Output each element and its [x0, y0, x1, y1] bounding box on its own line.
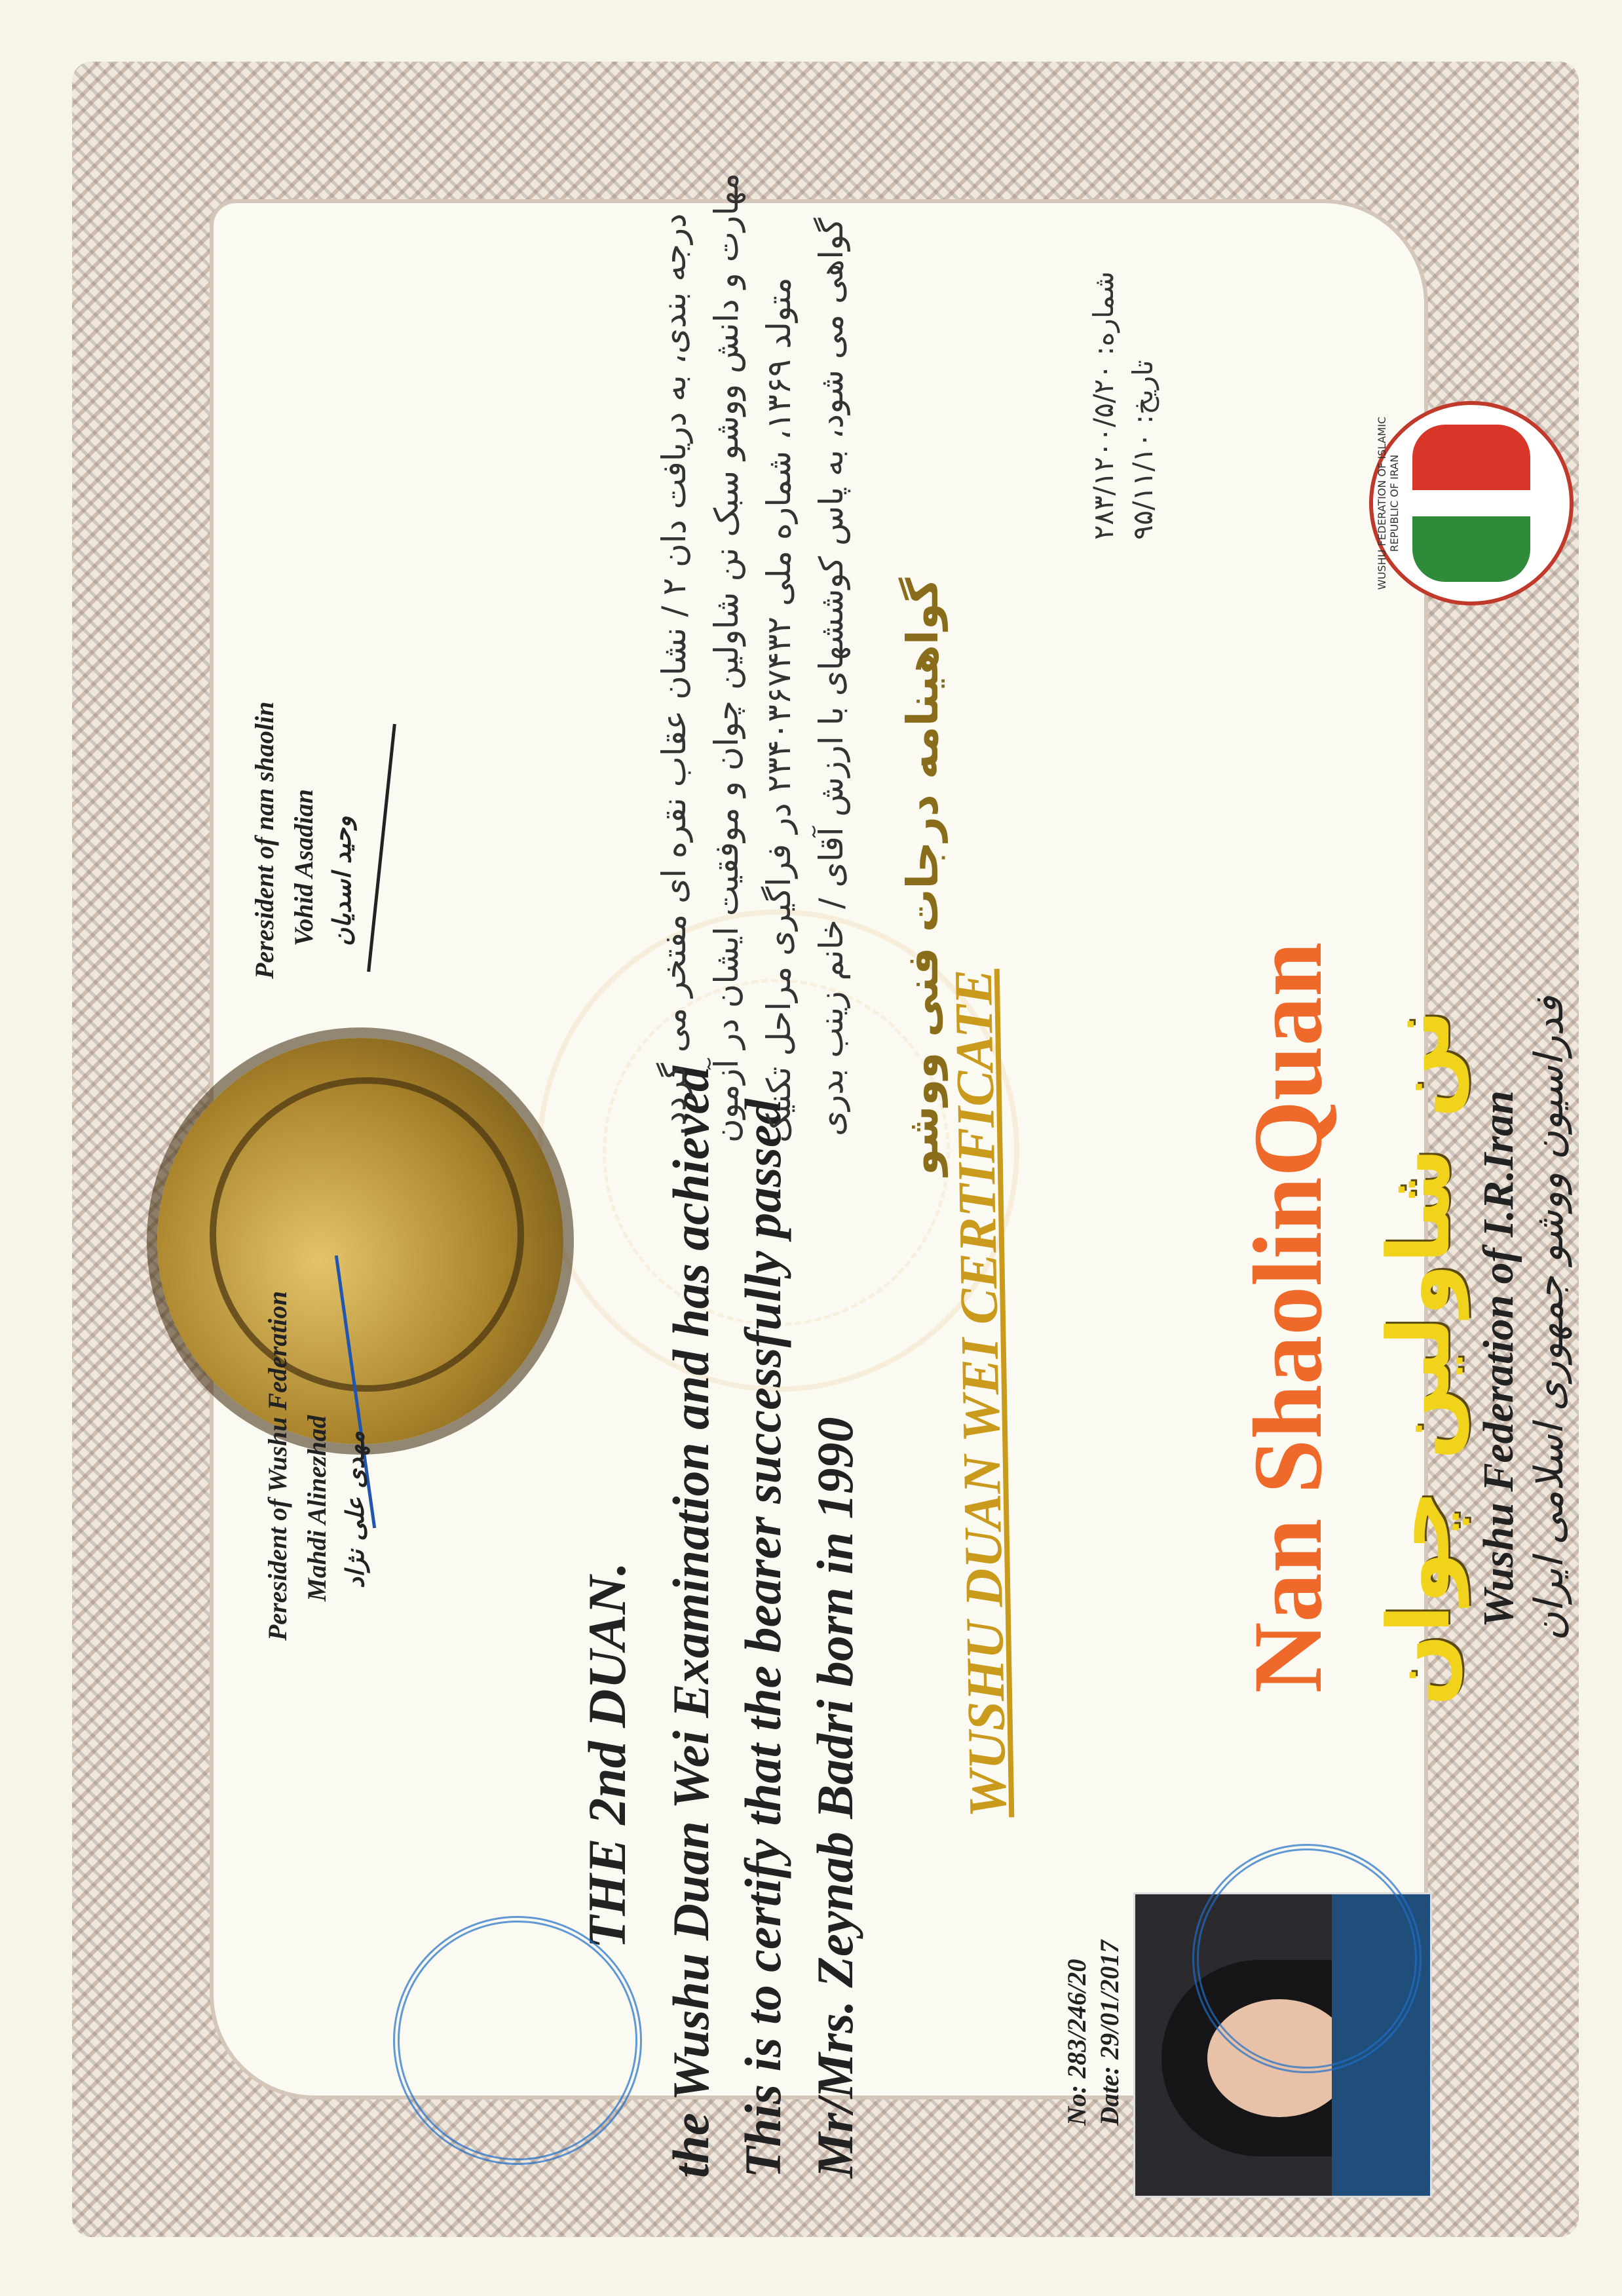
signature-right-title: Peresident of nan shaolin [250, 701, 279, 979]
logo-green-wing [1412, 516, 1530, 582]
issue-number-fa: شماره: ۲۸۳/۱۲۰۰/۵/۲۰ [1087, 271, 1120, 540]
persian-line-4: درجه بندی، به دریافت دان ۲ / نشان عقاب نقره ای مفتخر می گردد. [655, 213, 693, 1136]
photo-number: No: 283/246/20 [1062, 1959, 1091, 2126]
certificate-line-exam: the Wushu Duan Wei Examination and has achieved [662, 1066, 719, 2178]
blue-stamp-federation [393, 1916, 642, 2165]
persian-heading: گواهینامه درجات فنی ووشو [897, 577, 948, 1176]
style-title-fa: نن شاولین چوان [1369, 1009, 1469, 1706]
signature-left-name: Mahdi Alinezhad [302, 1415, 331, 1601]
photo-date: Date: 29/01/2017 [1095, 1940, 1124, 2126]
signature-left-name-fa: مهدی علی نژاد [341, 1431, 369, 1588]
signature-left-title: Peresident of Wushu Federation [263, 1291, 292, 1641]
certificate-title: WUSHU DUAN WEI CERTIFICATE [943, 968, 1018, 1818]
persian-line-3: مهارت و دانش ووشو سبک نن شاولین چوان و موفقیت ایشان در آزمون [707, 173, 745, 1143]
issue-date-fa: تاریخ: ۹۵/۱۱/۱۰ [1127, 360, 1159, 540]
persian-line-2: متولد ۱۳۶۹، شماره ملی ۲۳۴۰۳۶۷۴۳۲ در فراگیری مراحل تکنیک [760, 277, 798, 1143]
federation-logo [1369, 401, 1574, 605]
blue-stamp-photo [1192, 1844, 1422, 2073]
signature-right-name: Vohid Asadian [289, 789, 318, 946]
logo-red-wing [1412, 425, 1530, 490]
signature-right-name-fa: وحید اسدیان [328, 816, 356, 946]
persian-line-1: گواهی می شود، به پاس کوششهای با ارزش آقای / خانم زینب بدری [812, 218, 850, 1136]
certificate-line-holder: Mr/Mrs. Zeynab Badri born in 1990 [806, 1417, 863, 2178]
certificate-line-certify: This is to certify that the bearer successfully passed [734, 1099, 791, 2178]
federation-name-en: Wushu Federation of I.R.Iran [1475, 1090, 1522, 1628]
gold-seal-inner-ring [210, 1077, 524, 1392]
federation-name-fa: فدراسیون ووشو جمهوری اسلامی ایران [1526, 996, 1572, 1641]
style-title-en: Nan ShaolinQuan [1234, 942, 1342, 1693]
certificate-line-rank: THE 2nd DUAN. [577, 1561, 637, 1949]
logo-ring-text: WUSHU FEDERATION OF ISLAMIC REPUBLIC OF IRAN [1376, 416, 1401, 590]
